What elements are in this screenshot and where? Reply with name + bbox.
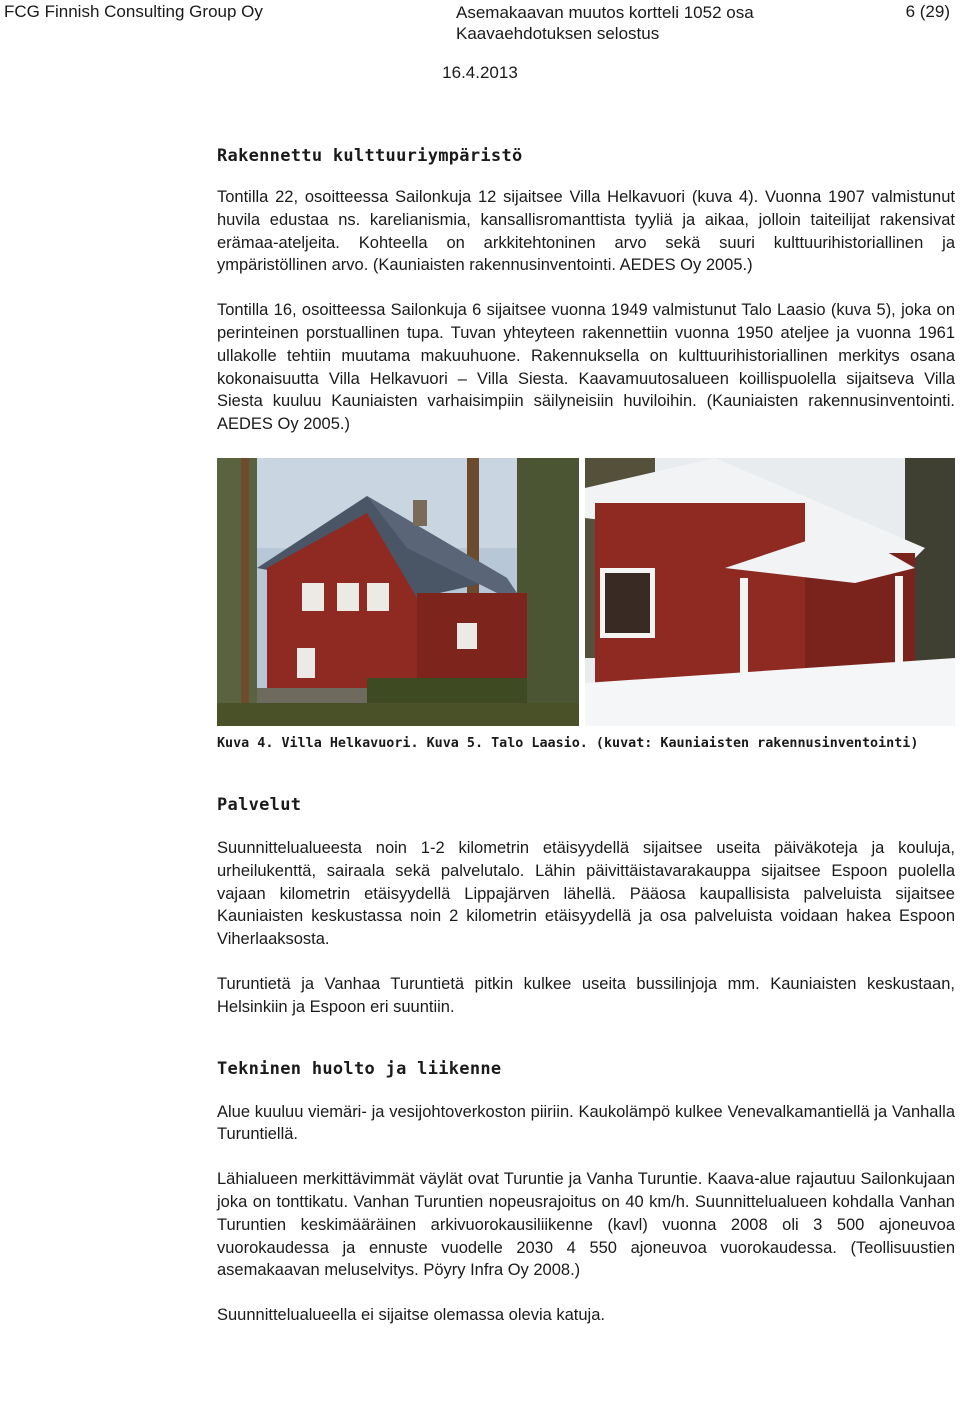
photo-talo-laasio <box>585 458 955 726</box>
paragraph-tekninen-2: Lähialueen merkittävimmät väylät ovat Turuntie ja Vanha Turuntie. Kaava-alue rajautuu Sailonkujaan joka on tonttikatu. Vanhan Turuntien nopeusrajoitus on 40 km/h. Suunnittelualueen kohdalla Vanhan Turuntien keskimääräinen arkivuorokausiliikenne (kavl) vuonna 2008 oli 3 500 ajoneuvoa vuorokaudessa ja ennuste vuodelle 2030 4 550 ajoneuvoa vuorokaudessa. (Teollisuustien asemakaavan meluselvitys. Pöyry Infra Oy 2008.) <box>217 1170 955 1280</box>
paragraph-palvelut-2: Turuntietä ja Vanhaa Turuntietä pitkin kulkee useita bussilinjoja mm. Kauniaisten keskustaan, Helsinkiin ja Espoon eri suuntiin. <box>217 974 955 1016</box>
paragraph-palvelut-1: Suunnittelualueesta noin 1-2 kilometrin etäisyydellä sijaitsee useita päiväkoteja ja kouluja, urheilukenttä, sairaala sekä palvelutalo. Lähin päivittäistavarakauppa sijaitsee Espoon puolella vajaan kilometrin etäisyydellä Lippajärven lähellä. Pääosa kaupallisista palveluista sijaitsee Kauniaisten keskustassa noin 2 kilometrin etäisyydellä ja osa palveluista voidaan hakea Espoon Viherlaaksosta. <box>217 838 955 949</box>
section-title-rakennettu: Rakennettu kulttuuriympäristö <box>217 146 523 166</box>
document-title <box>456 2 754 44</box>
document-title-line1: Asemakaavan muutos kortteli 1052 osa <box>456 3 754 22</box>
photo-row <box>217 458 955 726</box>
page-header <box>0 0 960 90</box>
paragraph-tekninen-1: Alue kuuluu viemäri- ja vesijohtoverkoston piiriin. Kaukolämpö kulkee Venevalkamantiellä ja Vanhalla Turuntiellä. <box>217 1102 955 1144</box>
photo-caption: Kuva 4. Villa Helkavuori. Kuva 5. Talo Laasio. (kuvat: Kauniaisten rakennusinventointi) <box>217 735 919 751</box>
page-number: 6 (29) <box>905 2 950 21</box>
company-name: FCG Finnish Consulting Group Oy <box>4 2 263 21</box>
document-date: 16.4.2013 <box>442 63 518 82</box>
document-title-line2: Kaavaehdotuksen selostus <box>456 24 660 43</box>
paragraph-talo-laasio: Tontilla 16, osoitteessa Sailonkuja 6 sijaitsee vuonna 1949 valmistunut Talo Laasio (kuva 5), joka on perinteinen porstuallinen tupa. Tuvan yhteyteen rakennettiin vuonna 1950 ateljee ja vuonna 1961 ullakolle tehtiin muutama makuuhuone. Rakennuksella on kulttuurihistoriallinen merkitys osana kokonaisuutta Villa Helkavuori – Villa Siesta. Kaavamuutosalueen koillispuolella sijaitseva Villa Siesta kuuluu Kauniaisten varhaisimpiin säilyneisiin huviloihin. (Kauniaisten rakennusinventointi. AEDES Oy 2005.) <box>217 301 955 434</box>
document-body <box>217 146 955 1327</box>
paragraph-villa-helkavuori: Tontilla 22, osoitteessa Sailonkuja 12 sijaitsee Villa Helkavuori (kuva 4). Vuonna 1907 valmistunut huvila edustaa ns. karelianismia, kansallisromanttista tyyliä ja aikaa, jolloin taiteilijat rakensivat erämaa-ateljeita. Kohteella on arkkitehtoninen arvo sekä suuri kulttuurihistoriallinen ja ympäristöllinen arvo. (Kauniaisten rakennusinventointi. AEDES Oy 2005.) <box>217 188 955 275</box>
section-title-tekninen: Tekninen huolto ja liikenne <box>217 1058 502 1079</box>
section-title-palvelut: Palvelut <box>217 794 302 815</box>
paragraph-tekninen-3: Suunnittelualueella ei sijaitse olemassa olevia katuja. <box>217 1306 605 1325</box>
photo-villa-helkavuori <box>217 458 579 726</box>
